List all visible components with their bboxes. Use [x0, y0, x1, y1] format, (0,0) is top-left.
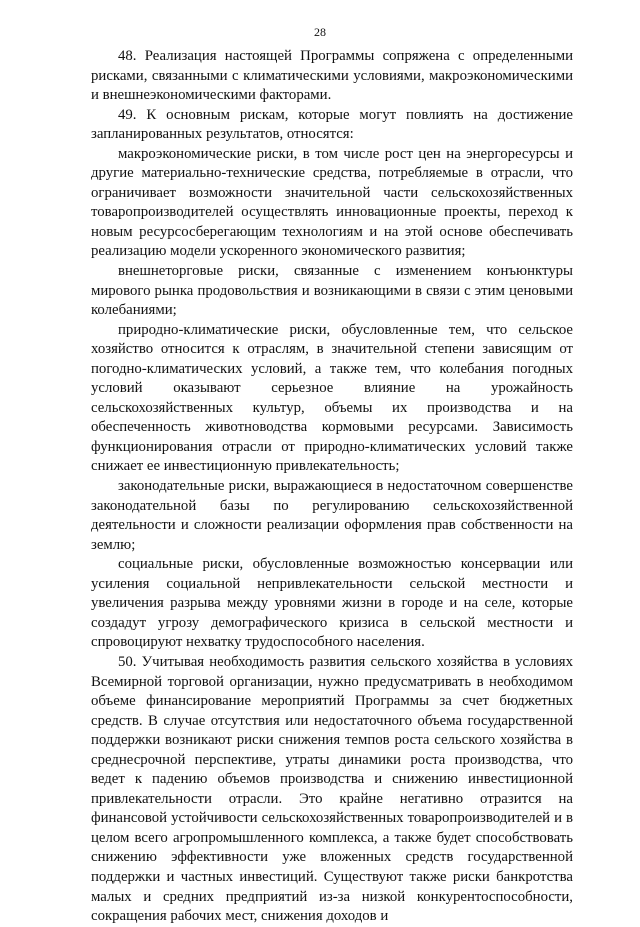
paragraph-foreign-trade-risks: внешнеторговые риски, связанные с изменением конъюнктуры мирового рынка продовольствия и возникающими в связи с этим ценовыми колебаниями; — [91, 263, 573, 319]
paragraph-climate-risks: природно-климатические риски, обусловленные тем, что сельское хозяйство относится к отраслям, в значительной степени зависящим от погодно-климатических условий, а также тем, что колебания погодных условий оказывают серьезное влияние на урожайность сельскохозяйственных культур, объемы их производства и на обеспеченность животноводства кормовыми ресурсами. Зависимость функционирования отрасли от природно-климатических условий также снижает ее инвестиционную привлекательность; — [91, 321, 573, 475]
document-body — [91, 47, 573, 927]
paragraph-legislative-risks: законодательные риски, выражающиеся в недостаточном совершенстве законодательной базы по регулированию сельскохозяйственной деятельности и сложности реализации оформления прав собственности на землю; — [91, 478, 573, 553]
paragraph-macroeconomic-risks: макроэкономические риски, в том числе рост цен на энергоресурсы и другие материально-технические средства, потребляемые в отрасли, что ограничивает возможности значительной части сельскохозяйственных товаропроизводителей осуществлять инновационные проекты, переход к новым ресурсосберегающим технологиям и на этой основе обеспечивать реализацию модели ускоренного экономического развития; — [91, 145, 573, 260]
paragraph-48: 48. Реализация настоящей Программы сопряжена с определенными рисками, связанными с климатическими условиями, макроэкономическими и внешнеэкономическими факторами. — [91, 48, 573, 104]
paragraph-49: 49. К основным рискам, которые могут повлиять на достижение запланированных результатов, относятся: — [91, 106, 573, 143]
paragraph-50: 50. Учитывая необходимость развития сельского хозяйства в условиях Всемирной торговой организации, нужно предусматривать в необходимом объеме финансирование мероприятий Программы за счет бюджетных средств. В случае отсутствия или недостаточного объема государственной поддержки возникают риски снижения темпов роста сельского хозяйства в среднесрочной перспективе, утраты динамики роста производства, что ведет к падению объемов производства и снижению инвестиционной привлекательности отрасли. Это крайне негативно отразится на финансовой устойчивости сельскохозяйственных товаропроизводителей и в целом всего агропромышленного комплекса, а также будет способствовать снижению эффективности уже вложенных средств государственной поддержки и частных инвестиций. Существуют также риски банкротства малых и средних предприятий из-за низкой конкурентоспособности, сокращения рабочих мест, снижения доходов и — [91, 653, 573, 925]
page-number: 28 — [314, 25, 326, 39]
paragraph-social-risks: социальные риски, обусловленные возможностью консервации или усиления социальной непривлекательности сельской местности и увеличения разрыва между уровнями жизни в городе и на селе, которые создадут угрозу демографического кризиса в сельской местности и спровоцируют нехватку трудоспособного населения. — [91, 556, 573, 651]
